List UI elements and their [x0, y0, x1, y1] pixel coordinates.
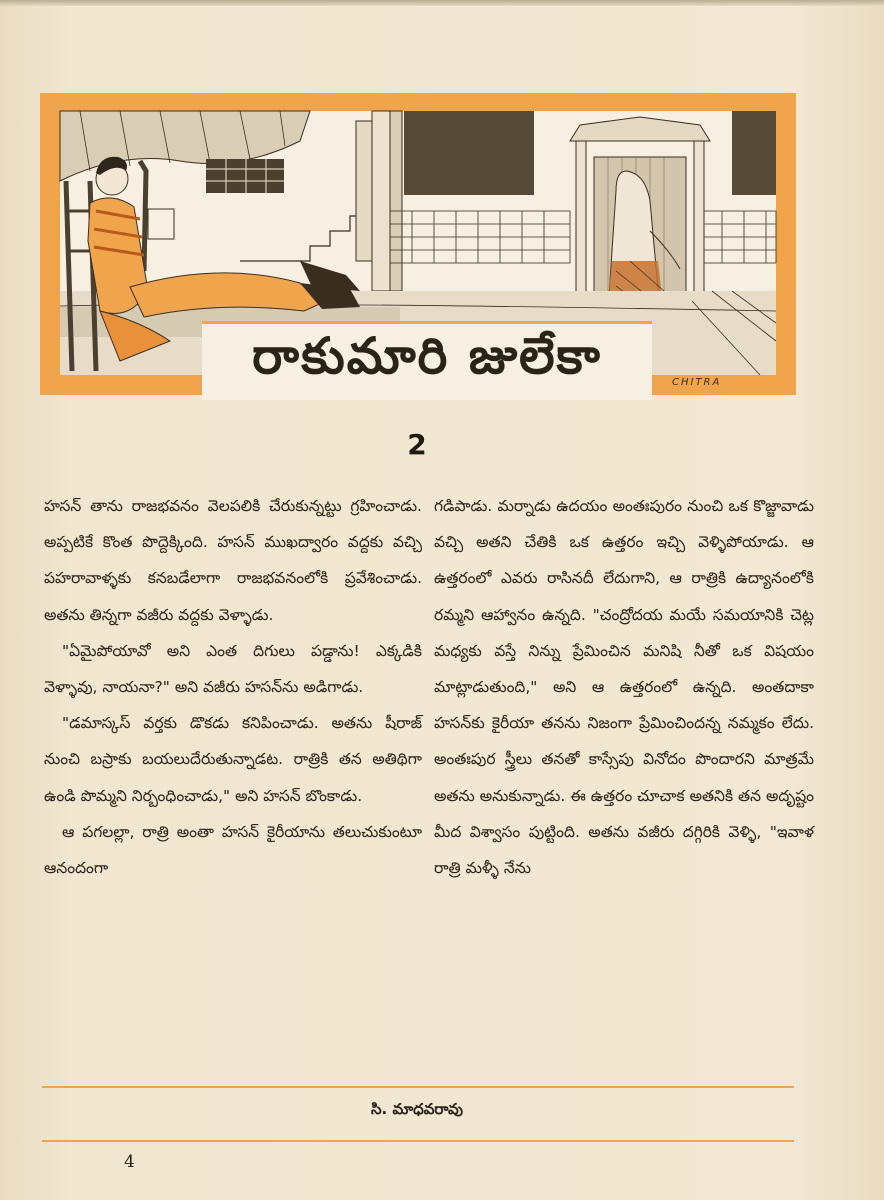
text-column-left: [44, 488, 422, 886]
illustration-banner: [40, 93, 796, 395]
paragraph: "డమాస్కస్ వర్తకు డొకడు కనిపించాడు. అతను షీరాజ్ నుంచి బస్రాకు బయలుదేరుతున్నాడట. రాత్రికి తన అతిథిగా ఉండి పొమ్మని నిర్బంధించాడు," అని హసన్ బొంకాడు.: [44, 714, 422, 805]
title-panel: [202, 321, 652, 400]
text-column-right: [434, 488, 814, 886]
author-credit: సి. మాధవరావు: [371, 1100, 463, 1118]
page-number: 4: [124, 1152, 135, 1172]
illustrator-signature: CHITRA: [672, 377, 722, 388]
paragraph: గడిపాడు. మర్నాడు ఉదయం అంతఃపురం నుంచి ఒక కొజ్జావాడు వచ్చి అతని చేతికి ఒక ఉత్తరం ఇచ్చి వెళ్ళిపోయాడు. ఆ ఉత్తరంలో ఎవరు రాసినదీ లేదుగాని, ఆ రాత్రికి ఉద్యానంలోకి రమ్మని ఆహ్వానం ఉన్నది. "చంద్రోదయ మయే సమయానికి చెట్ల మధ్యకు వస్తే నిన్ను ప్రేమించిన మనిషి నీతో ఒక విషయం మాట్లాడుతుంది," అని ఆ ఉత్తరంలో ఉన్నది. అంతదాకా హసన్‌కు కైరీయా తనను నిజంగా ప్రేమించిందన్న నమ్మకం లేదు. అంతఃపుర స్త్రీలు తనతో కాస్సేపు వినోదం పొందారని మాత్రమే అతను అనుకున్నాడు. ఈ ఉత్తరం చూచాక అతనికి తన అదృష్టం మీద విశ్వాసం పుట్టింది. అతను వజీరు దగ్గిరికి వెళ్ళి, "ఇవాళ రాత్రి మళ్ళీ నేను: [434, 497, 814, 878]
divider-bottom: [42, 1140, 794, 1142]
paragraph: హసన్ తాను రాజభవనం వెలపలికి చేరుకున్నట్టు గ్రహించాడు. అప్పటికే కొంత పొద్దెక్కింది. హసన్ ముఖద్వారం వద్దకు వచ్చి పహరావాళ్ళకు కనబడేలాగా రాజభవనంలోకి ప్రవేశించాడు. అతను తిన్నగా వజీరు వద్దకు వెళ్ళాడు.: [44, 497, 422, 624]
page-top-edge: [0, 0, 884, 6]
story-title: రాకుమారి జులేకా: [252, 326, 602, 385]
paragraph: "ఏమైపోయావో అని ఎంత దిగులు పడ్డాను! ఎక్కడికి వెళ్ళావు, నాయనా?" అని వజీరు హసన్‌ను అడిగాడు.: [44, 641, 422, 697]
divider-top: [42, 1086, 794, 1088]
paragraph: ఆ పగలల్లా, రాత్రి అంతా హసన్ కైరీయాను తలుచుకుంటూ ఆనందంగా: [44, 822, 422, 878]
part-number: 2: [407, 428, 427, 461]
